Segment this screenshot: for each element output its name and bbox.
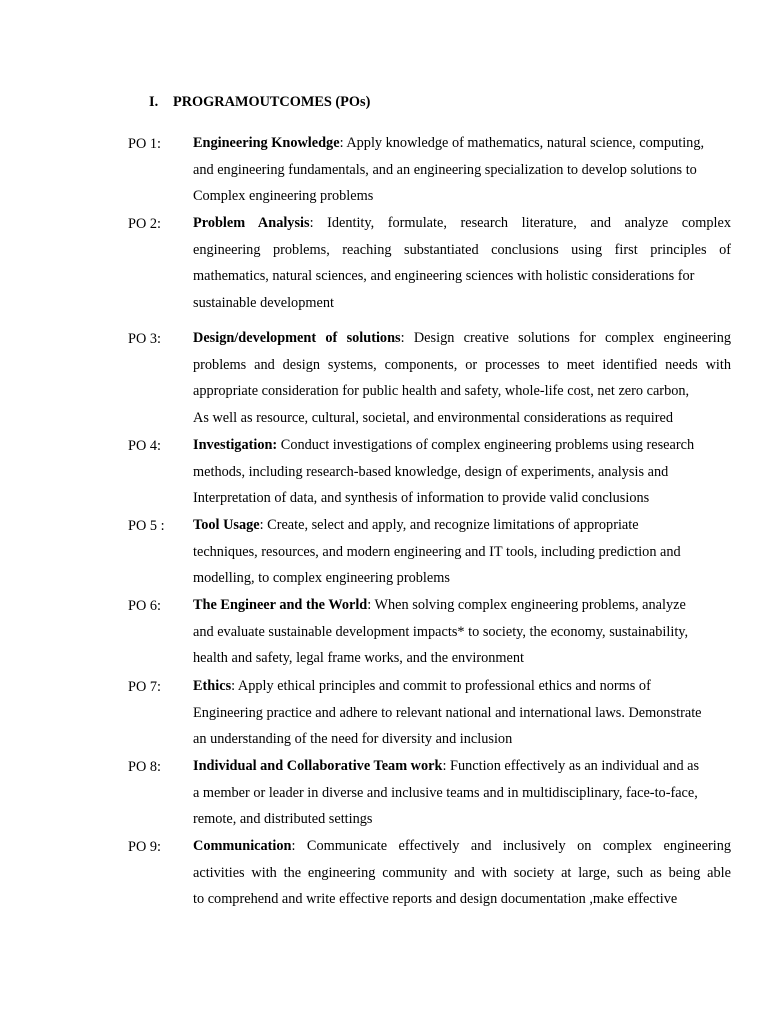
outcome-line: methods, including research-based knowledge, design of experiments, analysis and (193, 463, 669, 480)
outcome-title: Problem Analysis (193, 215, 310, 231)
outcome-title: Tool Usage (193, 517, 260, 533)
outcome-title: Individual and Collaborative Team work (193, 758, 443, 774)
outcome-title: Design/development of solutions (193, 330, 401, 346)
outcome-title: Communication (193, 838, 292, 854)
outcome-line: modelling, to complex engineering problems (193, 570, 450, 587)
outcome-line: and evaluate sustainable development impacts* to society, the economy, sustainability, (193, 623, 689, 640)
outcome-line: : Identity, formulate, research literature, and analyze complex (309, 215, 731, 231)
section-heading (149, 94, 370, 111)
outcome-text (193, 512, 731, 592)
outcome-line: activities with the engineering community and with society at large, such as being able (193, 864, 731, 881)
outcome-text (193, 592, 731, 672)
outcome-line: a member or leader in diverse and inclusive teams and in multidisciplinary, face-to-face, (193, 784, 698, 801)
section-number: I. (149, 94, 159, 110)
outcome-line: : Apply knowledge of mathematics, natural science, computing, (339, 135, 705, 151)
outcome-line: problems and design systems, components, or processes to meet identified needs with (193, 356, 731, 373)
outcome-line: : Apply ethical principles and commit to professional ethics and norms of (231, 678, 651, 694)
outcome-text (193, 753, 731, 833)
outcome-line: to comprehend and write effective reports and design documentation ,make effective (193, 891, 678, 908)
outcome-line: Conduct investigations of complex engineering problems using research (277, 437, 695, 453)
outcome-line: sustainable development (193, 295, 334, 312)
outcome-label: PO 8: (128, 759, 161, 775)
outcome-label: PO 2: (128, 216, 161, 232)
outcome-title: The Engineer and the World (193, 597, 368, 613)
outcome-line: mathematics, natural sciences, and engineering sciences with holistic considerations for (193, 268, 695, 285)
outcome-text (193, 210, 731, 317)
outcome-title: Ethics (193, 678, 232, 694)
outcome-label: PO 7: (128, 679, 161, 695)
outcome-line: Complex engineering problems (193, 188, 374, 205)
section-title: PROGRAMOUTCOMES (POs) (173, 94, 371, 110)
outcome-line: health and safety, legal frame works, and the environment (193, 650, 524, 667)
outcome-line: and engineering fundamentals, and an engineering specialization to develop solutions to (193, 161, 697, 178)
outcome-text (193, 130, 731, 210)
outcome-text (193, 673, 731, 753)
outcome-label: PO 3: (128, 331, 161, 347)
outcome-line: engineering problems, reaching substantiated conclusions using first principles of (193, 241, 731, 258)
outcome-line: : Design creative solutions for complex engineering (400, 330, 731, 346)
outcome-line: : Communicate effectively and inclusively on complex engineering (291, 838, 731, 854)
outcome-line: remote, and distributed settings (193, 811, 373, 828)
outcome-line: As well as resource, cultural, societal, and environmental considerations as required (193, 410, 673, 427)
outcome-line: appropriate consideration for public health and safety, whole-life cost, net zero carbon, (193, 383, 690, 400)
outcome-line: an understanding of the need for diversity and inclusion (193, 731, 513, 748)
outcome-text (193, 325, 731, 432)
outcome-line: Engineering practice and adhere to relevant national and international laws. Demonstrate (193, 704, 702, 721)
outcome-line: : When solving complex engineering problems, analyze (367, 597, 686, 613)
outcome-line: : Create, select and apply, and recognize limitations of appropriate (259, 517, 639, 533)
outcome-line: techniques, resources, and modern engineering and IT tools, including prediction and (193, 543, 681, 560)
outcome-label: PO 1: (128, 136, 161, 152)
outcome-label: PO 5 : (128, 518, 165, 534)
outcome-line: : Function effectively as an individual and as (442, 758, 700, 774)
outcome-text (193, 833, 731, 913)
outcome-label: PO 6: (128, 598, 161, 614)
outcome-title: Investigation: (193, 437, 278, 453)
outcome-title: Engineering Knowledge (193, 135, 340, 151)
outcome-text (193, 432, 731, 512)
outcome-line: Interpretation of data, and synthesis of information to provide valid conclusions (193, 490, 650, 507)
outcome-label: PO 4: (128, 438, 161, 454)
outcome-label: PO 9: (128, 839, 161, 855)
